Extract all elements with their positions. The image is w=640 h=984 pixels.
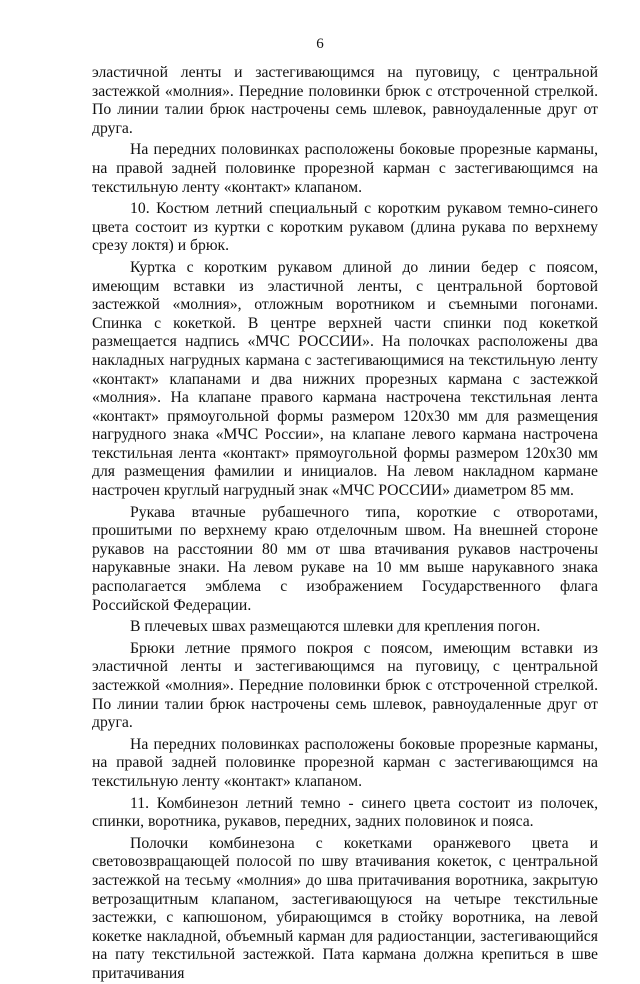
paragraph: На передних половинках расположены боковые прорезные карманы, на правой задней половинке прорезной карман с застегивающимся на текстильную ленту «контакт» клапаном.	[92, 141, 598, 196]
paragraph: На передних половинках расположены боковые прорезные карманы, на правой задней половинке прорезной карман с застегивающимся на текстильную ленту «контакт» клапаном.	[92, 735, 598, 790]
paragraph: Полочки комбинезона с кокетками оранжевого цвета и световозвращающей полосой по шву втачивания кокеток, с центральной застежкой на тесьму «молния» до шва притачивания воротника, закрытую ветрозащитным клапаном, застегивающуюся на четыре текстильные застежки, с капюшоном, убирающимся в стойку воротника, на левой кокетке накладной, объемный карман для радиостанции, застегивающийся на пату текстильной застежкой. Пата кармана должна крепиться в шве притачивания	[92, 834, 598, 982]
page-number: 6	[316, 36, 324, 52]
paragraph: Рукава втачные рубашечного типа, короткие с отворотами, прошитыми по верхнему краю отделочным швом. На внешней стороне рукавов на расстоянии 80 мм от шва втачивания рукавов настрочены нарукавные знаки. На левом рукаве на 10 мм выше нарукавного знака располагается эмблема с изображением Государственного флага Российской Федерации.	[92, 503, 598, 614]
paragraph: 10. Костюм летний специальный с коротким рукавом темно-синего цвета состоит из куртки с коротким рукавом (длина рукава по верхнему срезу локтя) и брюк.	[92, 200, 598, 255]
paragraph: 11. Комбинезон летний темно - синего цвета состоит из полочек, спинки, воротника, рукавов, передних, задних половинок и пояса.	[92, 794, 598, 831]
paragraph: эластичной ленты и застегивающимся на пуговицу, с центральной застежкой «молния». Передние половинки брюк с отстроченной стрелкой. По линии талии брюк настрочены семь шлевок, равноудаленные друг от друга.	[92, 64, 598, 137]
paragraph: Куртка с коротким рукавом длиной до линии бедер с поясом, имеющим вставки из эластичной ленты, с центральной бортовой застежкой «молния», отложным воротником и съемными погонами. Спинка с кокеткой. В центре верхней части спинки под кокеткой размещается надпись «МЧС РОССИИ». На полочках расположены два накладных нагрудных кармана с застегивающимися на текстильную ленту «контакт» клапанами и два нижних прорезных кармана с застежкой «молния». На клапане правого кармана настрочена текстильная лента «контакт» прямоугольной формы размером 120х30 мм для размещения нагрудного знака «МЧС России», на клапане левого кармана настрочена текстильная лента «контакт» прямоугольной формы размером 120х30 мм для размещения фамилии и инициалов. На левом накладном кармане настрочен круглый нагрудный знак «МЧС РОССИИ» диаметром 85 мм.	[92, 258, 598, 500]
paragraph: В плечевых швах размещаются шлевки для крепления погон.	[130, 618, 541, 636]
document-body	[92, 64, 598, 984]
paragraph: Брюки летние прямого покроя с поясом, имеющим вставки из эластичной ленты и застегивающимся на пуговицу, с центральной застежкой «молния». Передние половинки брюк с отстроченной стрелкой. По линии талии брюк настрочены семь шлевок, равноудаленные друг от друга.	[92, 639, 598, 732]
